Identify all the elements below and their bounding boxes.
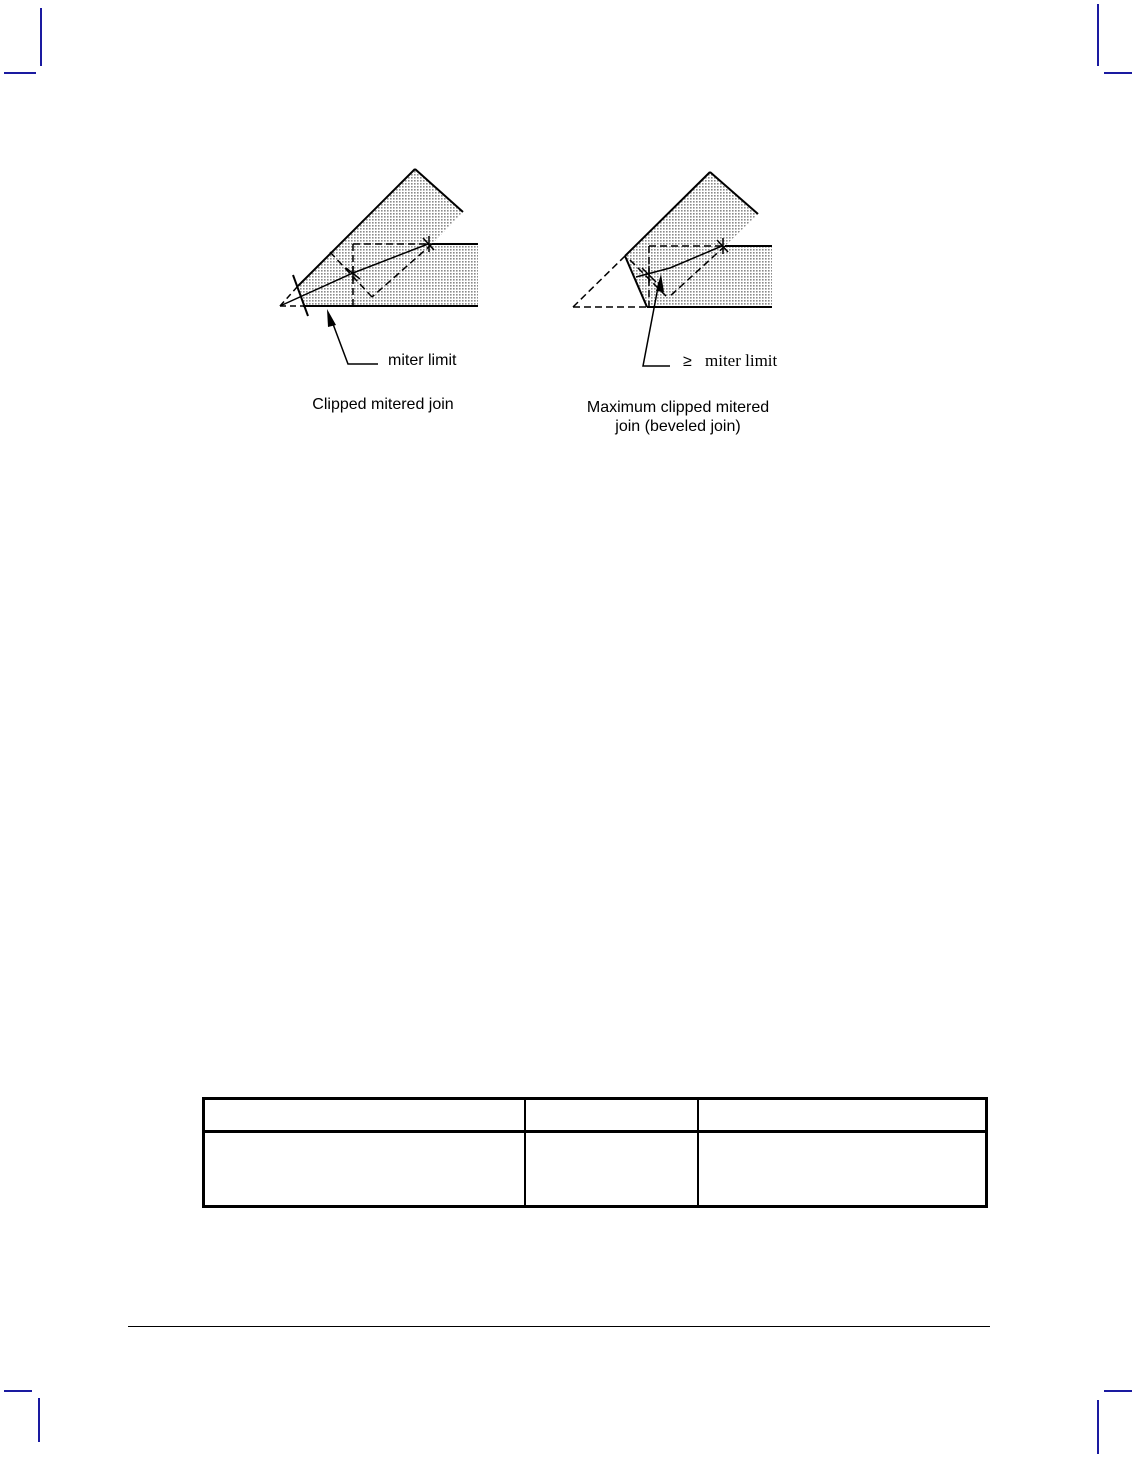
- clipped-mitered-join-diagram: [280, 169, 478, 369]
- arrowhead-left: [327, 309, 336, 327]
- table-row: [204, 1132, 987, 1207]
- caption-maximum-clipped-mitered-join: [560, 398, 796, 436]
- table-header-cell: [525, 1099, 697, 1132]
- miter-limit-leader-left: [330, 316, 378, 364]
- miter-join-figure: [0, 0, 1134, 460]
- miter-limit-label-left: miter limit: [388, 352, 457, 369]
- table-header-cell: [698, 1099, 987, 1132]
- caption-clipped-mitered-join: Clipped mitered join: [312, 396, 454, 413]
- table-header-row: [204, 1099, 987, 1132]
- table-cell: [204, 1132, 526, 1207]
- caption-line-2: join (beveled join): [615, 418, 741, 435]
- table-cell: [698, 1132, 987, 1207]
- footer-rule: [128, 1326, 990, 1327]
- greater-equal-symbol: ≥: [683, 353, 692, 370]
- right-stroke-fill: [625, 172, 772, 307]
- crop-mark-bottom-right-horizontal: [1104, 1390, 1132, 1392]
- crop-mark-bottom-left-vertical: [38, 1398, 40, 1442]
- miter-limit-label-right: miter limit: [705, 351, 778, 370]
- table-cell: [525, 1132, 697, 1207]
- caption-line-1: Maximum clipped mitered: [586, 399, 770, 416]
- table-header-cell: [204, 1099, 526, 1132]
- crop-mark-bottom-right-vertical: [1097, 1400, 1099, 1454]
- crop-mark-bottom-left-horizontal: [4, 1390, 32, 1392]
- beveled-join-diagram: [573, 172, 778, 370]
- empty-table: [202, 1097, 988, 1208]
